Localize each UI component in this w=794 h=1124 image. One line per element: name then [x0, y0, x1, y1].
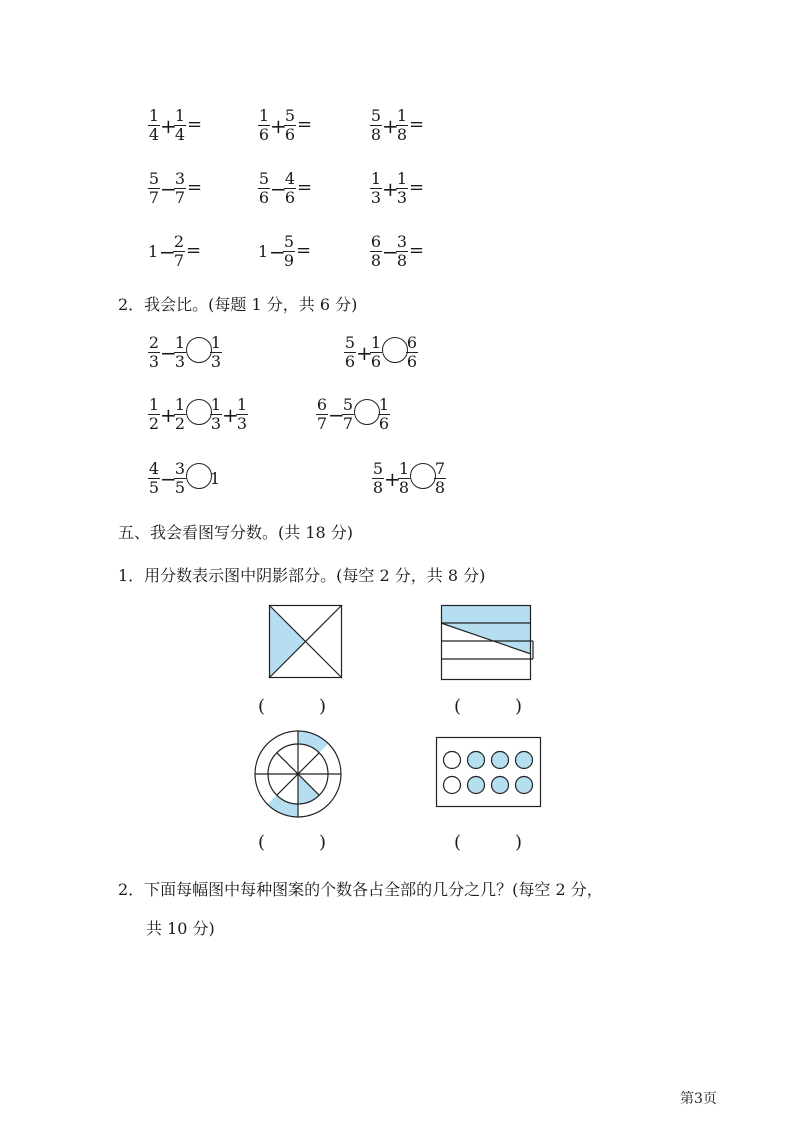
- operator: +: [222, 403, 239, 427]
- denominator: 6: [344, 352, 356, 371]
- fraction: [174, 396, 186, 433]
- fraction: [173, 233, 185, 270]
- fraction: [396, 107, 408, 144]
- answer-paren-close-2: ): [515, 696, 523, 717]
- denominator: 9: [283, 251, 295, 270]
- numerator: 1: [258, 106, 270, 125]
- denominator: 8: [396, 125, 408, 144]
- denominator: 7: [174, 188, 186, 207]
- operator: −: [382, 240, 399, 264]
- fraction: [174, 460, 186, 497]
- circle-shaded: [492, 752, 509, 769]
- operator: +: [160, 114, 177, 138]
- denominator: 3: [236, 414, 248, 433]
- numerator: 1: [210, 333, 222, 352]
- fraction: [316, 396, 328, 433]
- fraction: [148, 107, 160, 144]
- numerator: 1: [174, 333, 186, 352]
- denominator: 4: [174, 125, 186, 144]
- operator: +: [384, 467, 401, 491]
- numerator: 6: [370, 232, 382, 251]
- denominator: 6: [378, 414, 390, 433]
- shaded-sector-bottom: [298, 774, 319, 804]
- fraction: [284, 107, 296, 144]
- denominator: 6: [258, 125, 270, 144]
- equals-sign: =: [409, 177, 425, 198]
- page-number: 第3页: [680, 1091, 717, 1107]
- fraction: [406, 334, 418, 371]
- numerator: 5: [284, 106, 296, 125]
- section2-title: 2．我会比。(每题 1 分，共 6 分): [118, 295, 358, 314]
- question2-line1: 2．下面每幅图中每种图案的个数各占全部的几分之几？(每空 2 分，: [118, 880, 603, 899]
- answer-paren-close-1: ): [319, 696, 327, 717]
- shaded-triangle: [269, 605, 306, 678]
- numerator: 1: [174, 395, 186, 414]
- figure-ring-circle: [254, 730, 342, 818]
- answer-paren-close-3: ): [319, 832, 327, 853]
- numerator: 4: [284, 169, 296, 188]
- numerator: 1: [396, 169, 408, 188]
- equals-sign: =: [187, 114, 203, 135]
- compare-circle[interactable]: [382, 337, 408, 363]
- operator: −: [159, 240, 176, 264]
- compare-circle[interactable]: [354, 399, 380, 425]
- numerator: 1: [148, 395, 160, 414]
- figure-square-diagonals: [269, 605, 342, 678]
- numerator: 1: [396, 106, 408, 125]
- numerator: 5: [283, 232, 295, 251]
- fraction: [148, 460, 160, 497]
- fraction: [283, 233, 295, 270]
- denominator: 6: [406, 352, 418, 371]
- section5-title: 五、我会看图写分数。(共 18 分): [118, 523, 354, 542]
- numerator: 5: [372, 459, 384, 478]
- numerator: 1: [148, 106, 160, 125]
- denominator: 3: [148, 352, 160, 371]
- operator: −: [269, 240, 286, 264]
- fraction: [210, 396, 222, 433]
- denominator: 8: [372, 478, 384, 497]
- fraction: [148, 170, 160, 207]
- answer-paren-close-4: ): [515, 832, 523, 853]
- circle-shaded: [468, 777, 485, 794]
- fraction: [174, 170, 186, 207]
- denominator: 7: [148, 188, 160, 207]
- numerator: 1: [370, 169, 382, 188]
- fraction: [342, 396, 354, 433]
- question1-title: 1．用分数表示图中阴影部分。(每空 2 分，共 8 分): [118, 566, 486, 585]
- denominator: 2: [148, 414, 160, 433]
- shaded-region: [441, 605, 531, 654]
- circle-shaded: [492, 777, 509, 794]
- numerator: 1: [370, 333, 382, 352]
- compare-circle[interactable]: [410, 463, 436, 489]
- numerator: 6: [316, 395, 328, 414]
- denominator: 8: [396, 251, 408, 270]
- fraction: [398, 460, 410, 497]
- numerator: 6: [406, 333, 418, 352]
- operator: −: [160, 467, 177, 491]
- numerator: 5: [342, 395, 354, 414]
- denominator: 8: [370, 251, 382, 270]
- equals-sign: =: [296, 240, 312, 261]
- fraction: [344, 334, 356, 371]
- figure-circles-box: [436, 737, 541, 807]
- equals-sign: =: [187, 177, 203, 198]
- denominator: 4: [148, 125, 160, 144]
- denominator: 8: [434, 478, 446, 497]
- fraction: [210, 334, 222, 371]
- whole-number: 1: [148, 242, 159, 261]
- fraction: [370, 233, 382, 270]
- whole-number: 1: [210, 469, 221, 488]
- fraction: [372, 460, 384, 497]
- denominator: 5: [148, 478, 160, 497]
- numerator: 5: [258, 169, 270, 188]
- fraction: [396, 170, 408, 207]
- answer-paren-open-4: (: [454, 832, 462, 853]
- denominator: 3: [370, 188, 382, 207]
- operator: −: [328, 403, 345, 427]
- circle-empty: [444, 752, 461, 769]
- denominator: 6: [370, 352, 382, 371]
- operator: +: [382, 114, 399, 138]
- denominator: 8: [398, 478, 410, 497]
- circle-empty: [444, 777, 461, 794]
- denominator: 5: [174, 478, 186, 497]
- fraction: [370, 170, 382, 207]
- equals-sign: =: [409, 240, 425, 261]
- fraction: [434, 460, 446, 497]
- fraction: [148, 334, 160, 371]
- numerator: 1: [398, 459, 410, 478]
- numerator: 3: [396, 232, 408, 251]
- operator: −: [160, 177, 177, 201]
- fraction: [148, 396, 160, 433]
- numerator: 1: [174, 106, 186, 125]
- circle-shaded: [516, 752, 533, 769]
- fraction: [284, 170, 296, 207]
- question2-line2: 共 10 分): [146, 919, 215, 938]
- numerator: 5: [344, 333, 356, 352]
- denominator: 7: [316, 414, 328, 433]
- numerator: 1: [210, 395, 222, 414]
- operator: +: [160, 403, 177, 427]
- denominator: 6: [284, 125, 296, 144]
- fraction: [174, 107, 186, 144]
- equals-sign: =: [297, 114, 313, 135]
- fraction: [370, 334, 382, 371]
- compare-circle[interactable]: [186, 463, 212, 489]
- denominator: 3: [174, 352, 186, 371]
- whole-number: 1: [258, 242, 269, 261]
- fraction: [174, 334, 186, 371]
- fraction: [378, 396, 390, 433]
- numerator: 5: [148, 169, 160, 188]
- fraction: [370, 107, 382, 144]
- denominator: 6: [258, 188, 270, 207]
- operator: −: [160, 341, 177, 365]
- compare-circle[interactable]: [186, 337, 212, 363]
- numerator: 3: [174, 169, 186, 188]
- numerator: 7: [434, 459, 446, 478]
- denominator: 3: [210, 352, 222, 371]
- circle-shaded: [468, 752, 485, 769]
- operator: +: [356, 341, 373, 365]
- fraction: [396, 233, 408, 270]
- fraction: [258, 170, 270, 207]
- numerator: 2: [173, 232, 185, 251]
- numerator: 5: [370, 106, 382, 125]
- operator: +: [270, 114, 287, 138]
- fraction: [236, 396, 248, 433]
- circle-shaded: [516, 777, 533, 794]
- denominator: 8: [370, 125, 382, 144]
- equals-sign: =: [186, 240, 202, 261]
- numerator: 3: [174, 459, 186, 478]
- denominator: 6: [284, 188, 296, 207]
- denominator: 3: [396, 188, 408, 207]
- operator: +: [382, 177, 399, 201]
- equals-sign: =: [409, 114, 425, 135]
- denominator: 7: [173, 251, 185, 270]
- operator: −: [270, 177, 287, 201]
- denominator: 3: [210, 414, 222, 433]
- numerator: 2: [148, 333, 160, 352]
- denominator: 7: [342, 414, 354, 433]
- answer-paren-open-1: (: [258, 696, 266, 717]
- equals-sign: =: [297, 177, 313, 198]
- figure-striped-rectangle: [441, 605, 533, 680]
- answer-paren-open-2: (: [454, 696, 462, 717]
- answer-paren-open-3: (: [258, 832, 266, 853]
- fraction: [258, 107, 270, 144]
- compare-circle[interactable]: [186, 399, 212, 425]
- numerator: 1: [378, 395, 390, 414]
- numerator: 4: [148, 459, 160, 478]
- numerator: 1: [236, 395, 248, 414]
- denominator: 2: [174, 414, 186, 433]
